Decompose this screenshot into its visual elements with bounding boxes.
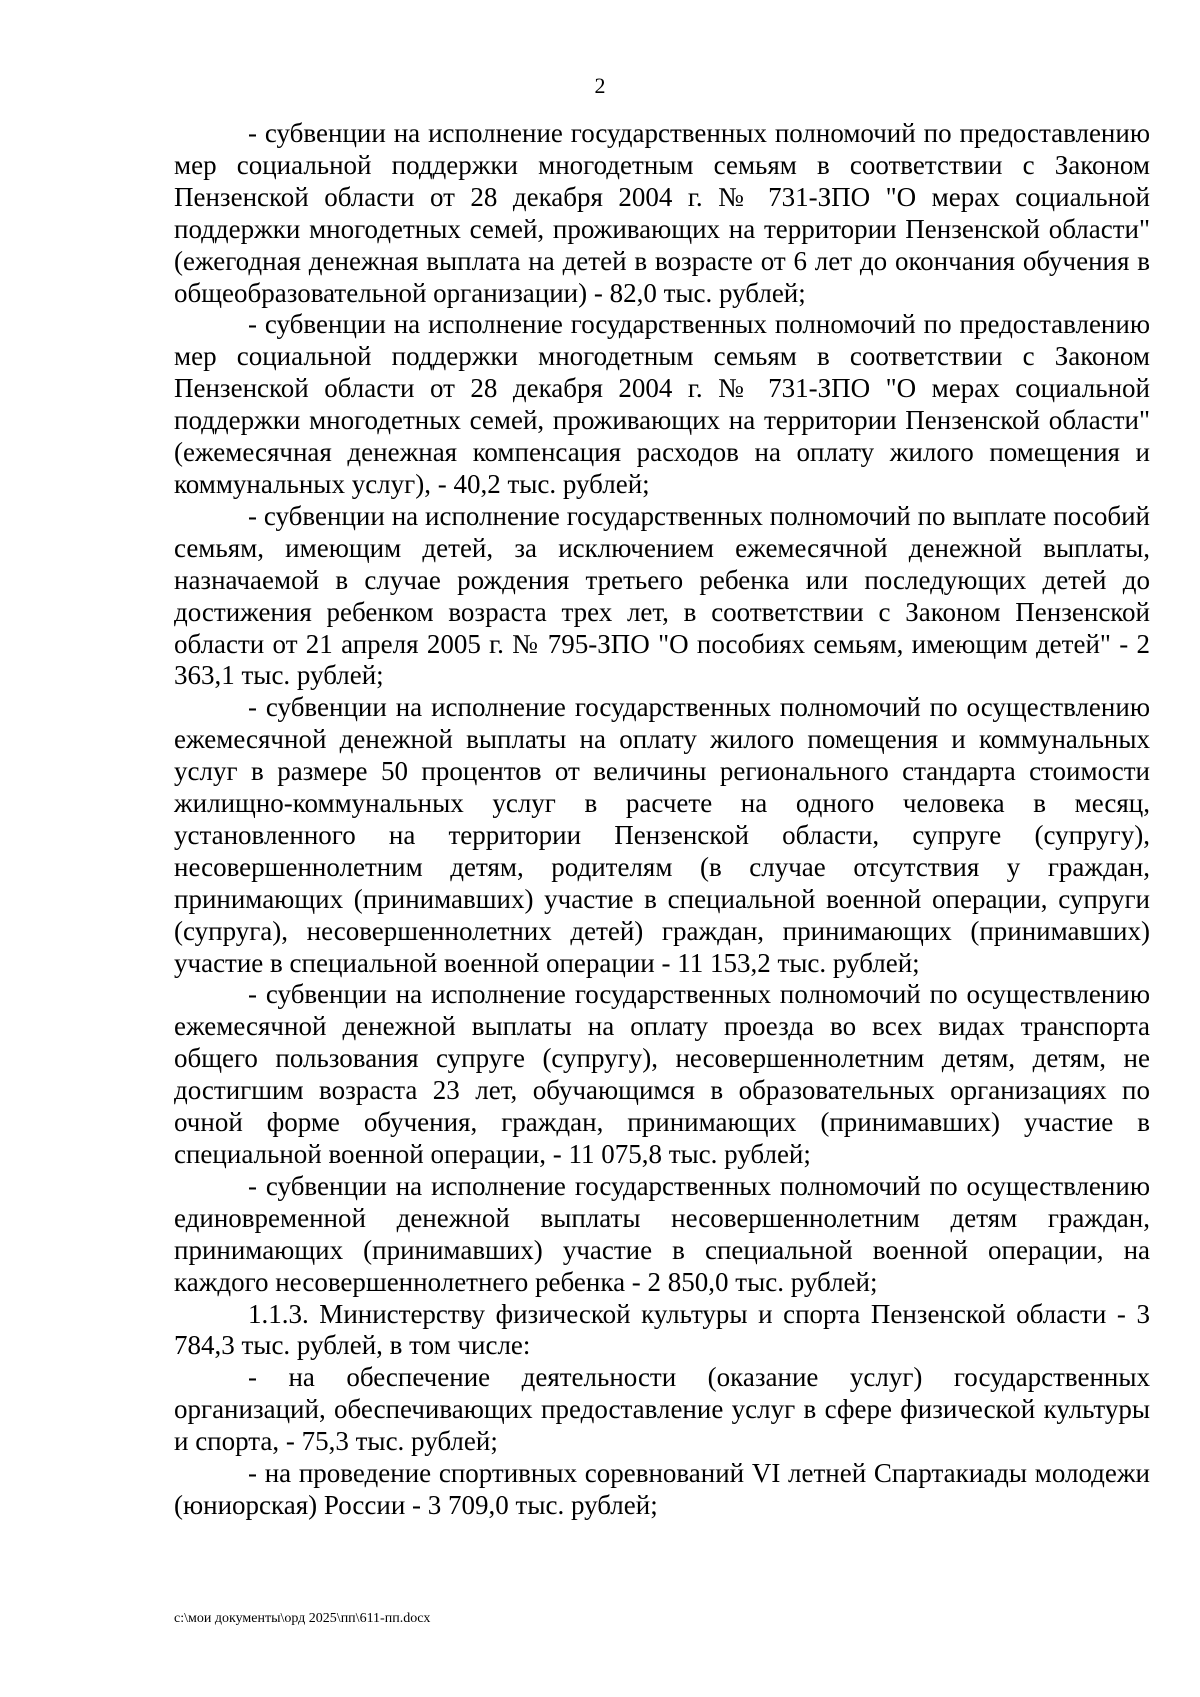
paragraph-subvention-housing-compensation: - субвенции на исполнение государственных полномочий по предоставлению мер социальной поддержки многодетным семьям в соответствии с Законом Пензенской области от 28 декабря 2004 г. № 731-ЗПО "О мерах социальной поддержки многодетных семей, проживающих на территории Пензенской области" (ежемесячная денежная компенсация расходов на оплату жилого помещения и коммунальных услуг), - 40,2 тыс. рублей;	[174, 309, 1150, 499]
paragraph-subvention-transport-payment-svo: - субвенции на исполнение государственных полномочий по осуществлению ежемесячной денежной выплаты на оплату проезда во всех видах транспорта общего пользования супруге (супругу), несовершеннолетним детям, детям, не достигшим возраста 23 лет, обучающимся в образовательных организациях по очной форме обучения, граждан, принимающих (принимавших) участие в специальной военной операции, - 11 075,8 тыс. рублей;	[174, 979, 1150, 1169]
footer-file-path: c:\мои документы\орд 2025\пп\611-пп.docx	[174, 1611, 431, 1626]
document-body	[174, 118, 1150, 1522]
paragraph-ministry-sport: 1.1.3. Министерству физической культуры и спорта Пензенской области - 3 784,3 тыс. рублей, в том числе:	[174, 1298, 1150, 1361]
paragraph-sport-organizations: - на обеспечение деятельности (оказание услуг) государственных организаций, обеспечивающих предоставление услуг в сфере физической культуры и спорта, - 75,3 тыс. рублей;	[174, 1362, 1150, 1457]
paragraph-spartakiad: - на проведение спортивных соревнований VI летней Спартакиады молодежи (юниорская) России - 3 709,0 тыс. рублей;	[174, 1458, 1150, 1520]
paragraph-subvention-annual-payment: - субвенции на исполнение государственных полномочий по предоставлению мер социальной поддержки многодетным семьям в соответствии с Законом Пензенской области от 28 декабря 2004 г. № 731-ЗПО "О мерах социальной поддержки многодетных семей, проживающих на территории Пензенской области" (ежегодная денежная выплата на детей в возрасте от 6 лет до окончания обучения в общеобразовательной организации) - 82,0 тыс. рублей;	[174, 118, 1150, 308]
page-number: 2	[594, 73, 606, 98]
paragraph-subvention-family-benefits: - субвенции на исполнение государственных полномочий по выплате пособий семьям, имеющим детей, за исключением ежемесячной денежной выплаты, назначаемой в случае рождения третьего ребенка или последующих детей до достижения ребенком возраста трех лет, в соответствии с Законом Пензенской области от 21 апреля 2005 г. № 795-ЗПО "О пособиях семьям, имеющим детей" - 2 363,1 тыс. рублей;	[174, 500, 1150, 691]
paragraph-subvention-lump-sum-svo: - субвенции на исполнение государственных полномочий по осуществлению единовременной денежной выплаты несовершеннолетним детям граждан, принимающих (принимавших) участие в специальной военной операции, на каждого несовершеннолетнего ребенка - 2 850,0 тыс. рублей;	[174, 1170, 1150, 1297]
paragraph-subvention-housing-payment-svo: - субвенции на исполнение государственных полномочий по осуществлению ежемесячной денежной выплаты на оплату жилого помещения и коммунальных услуг в размере 50 процентов от величины регионального стандарта стоимости жилищно-коммунальных услуг в расчете на одного человека в месяц, установленного на территории Пензенской области, супруге (супругу), несовершеннолетним детям, родителям (в случае отсутствия у граждан, принимающих (принимавших) участие в специальной военной операции, супруги (супруга), несовершеннолетних детей) граждан, принимающих (принимавших) участие в специальной военной операции - 11 153,2 тыс. рублей;	[174, 692, 1150, 978]
